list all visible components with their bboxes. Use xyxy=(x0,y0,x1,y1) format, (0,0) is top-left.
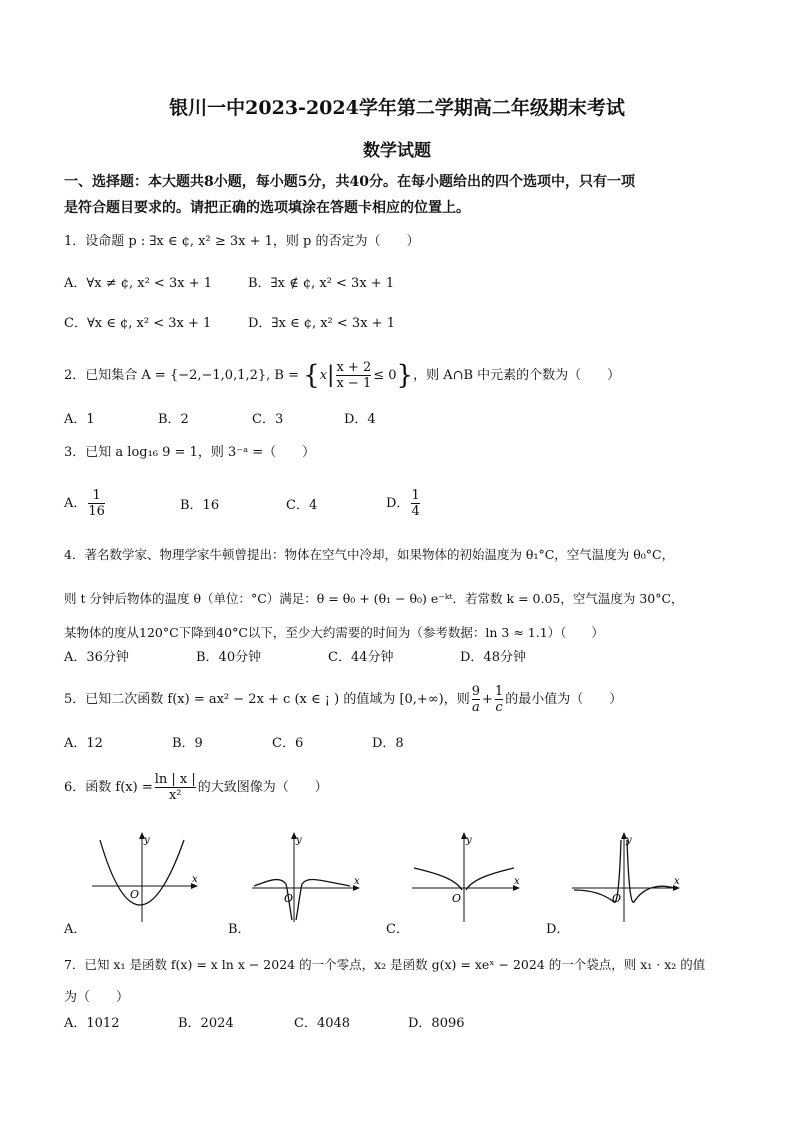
exam-title: 银川一中2023-2024学年第二学期高二年级期末考试 xyxy=(169,97,625,119)
q6-graph-b xyxy=(250,830,370,925)
q7-option-b: B．2024 xyxy=(178,1016,234,1031)
q5-option-c: C．6 xyxy=(272,736,304,751)
q5-option-a: A．12 xyxy=(64,736,103,751)
q6-label-d: D． xyxy=(546,922,570,937)
q7-option-d: D．8096 xyxy=(408,1016,465,1031)
section-instructions-line2: 是符合题目要求的。请把正确的选项填涂在答题卡相应的位置上。 xyxy=(64,200,470,216)
q6-b-x-label: x xyxy=(354,876,360,887)
q3-option-c: C．4 xyxy=(286,498,318,513)
q7-option-a: A．1012 xyxy=(64,1016,120,1031)
q4-option-d: D．48分钟 xyxy=(460,650,526,665)
q3-option-b: B．16 xyxy=(180,498,220,513)
q2-option-c: C．3 xyxy=(252,412,284,427)
exam-subtitle: 数学试题 xyxy=(363,141,431,161)
q1-stem: 1．设命题 p : ∃x ∈ ¢, x² ≥ 3x + 1，则 p 的否定为（ ） xyxy=(64,234,420,249)
q2-stem: 2．已知集合 A = {−2,−1,0,1,2}, B = {x| $\frac{x + 2}{x - 1}$ ≤ 0}，则 A∩B 中元素的个数为（ ） xyxy=(64,360,621,391)
q1-option-d: D．∃x ∈ ¢, x² < 3x + 1 xyxy=(248,316,395,331)
q2-option-d: D．4 xyxy=(344,412,376,427)
q6-c-x-label: x xyxy=(514,876,520,887)
q3-option-a: A． $\frac{1}{16}$ xyxy=(64,488,105,519)
q5-option-d: D．8 xyxy=(372,736,404,751)
q3-stem: 3．已知 a log₁₆ 9 = 1，则 3⁻ᵃ =（ ） xyxy=(64,445,316,460)
q4-line2: 则 t 分钟后物体的温度 θ（单位：°C）满足：θ = θ₀ + (θ₁ − θ₀) e⁻ᵏᵗ．若常数 k = 0.05，空气温度为 30°C， xyxy=(64,591,684,606)
q1-option-b: B．∃x ∉ ¢, x² < 3x + 1 xyxy=(248,276,395,291)
q6-c-y-label: y xyxy=(466,835,472,846)
q6-graph-c xyxy=(410,830,530,925)
q6-label-a: A． xyxy=(64,922,87,937)
q7-line1: 7．已知 x₁ 是函数 f(x) = x ln x − 2024 的一个零点，x₂ 是函数 g(x) = xeˣ − 2024 的一个袋点，则 x₁ · x₂ 的值 xyxy=(64,957,706,972)
q6-graph-d xyxy=(570,830,690,925)
q6-a-origin: O xyxy=(130,888,140,901)
q7-option-c: C．4048 xyxy=(294,1016,351,1031)
q6-label-b: B． xyxy=(228,922,251,937)
q2-option-b: B．2 xyxy=(158,412,189,427)
q3-option-d: D． $\frac{1}{4}$ xyxy=(386,488,420,519)
q4-line3: 某物体的度从120°C下降到40°C以下，至少大约需要的时间为（参考数据：ln 3 ≈ 1.1）（ ） xyxy=(64,625,604,640)
q6-d-x-label: x xyxy=(674,876,680,887)
q6-b-origin: O xyxy=(284,892,294,905)
q6-c-origin: O xyxy=(452,892,462,905)
q4-line1: 4．著名数学家、物理学家牛顿曾提出：物体在空气中冷却，如果物体的初始温度为 θ₁°C，空气温度为 θ₀°C， xyxy=(64,547,675,562)
q5-stem: 5．已知二次函数 f(x) = ax² − 2x + c (x ∈ ¡ ) 的值域为 [0,+∞)，则 $\frac{9}{a}$ + $\frac{1}{c}$ 的最小值为（ ） xyxy=(64,684,623,715)
q6-a-x-label: x xyxy=(192,874,198,885)
q6-stem: 6．函数 f(x) = $\frac{\ln | x |}{\text{x²}}$ 的大致图像为（ ） xyxy=(64,772,328,803)
q1-option-a: A．∀x ≠ ¢, x² < 3x + 1 xyxy=(64,276,212,291)
q6-a-y-label: y xyxy=(144,835,150,846)
q7-line2: 为（ ） xyxy=(64,990,130,1005)
q6-d-y-label: y xyxy=(626,835,632,846)
q4-option-a: A．36分钟 xyxy=(64,650,129,665)
q5-option-b: B．9 xyxy=(172,736,203,751)
q6-b-y-label: y xyxy=(296,835,302,846)
q2-fraction: $\frac{x + 2}{x - 1}$ xyxy=(336,360,372,391)
q6-graph-a xyxy=(88,830,208,925)
q4-option-b: B．40分钟 xyxy=(196,650,262,665)
q2-option-a: A．1 xyxy=(64,412,95,427)
q6-label-c: C． xyxy=(386,922,409,937)
q4-option-c: C．44分钟 xyxy=(328,650,394,665)
q6-d-origin: O xyxy=(612,892,622,905)
section-instructions-line1: 一、选择题：本大题共8小题，每小题5分，共40分。在每小题给出的四个选项中，只有一项 xyxy=(64,174,635,190)
q1-option-c: C．∀x ∈ ¢, x² < 3x + 1 xyxy=(64,316,212,331)
